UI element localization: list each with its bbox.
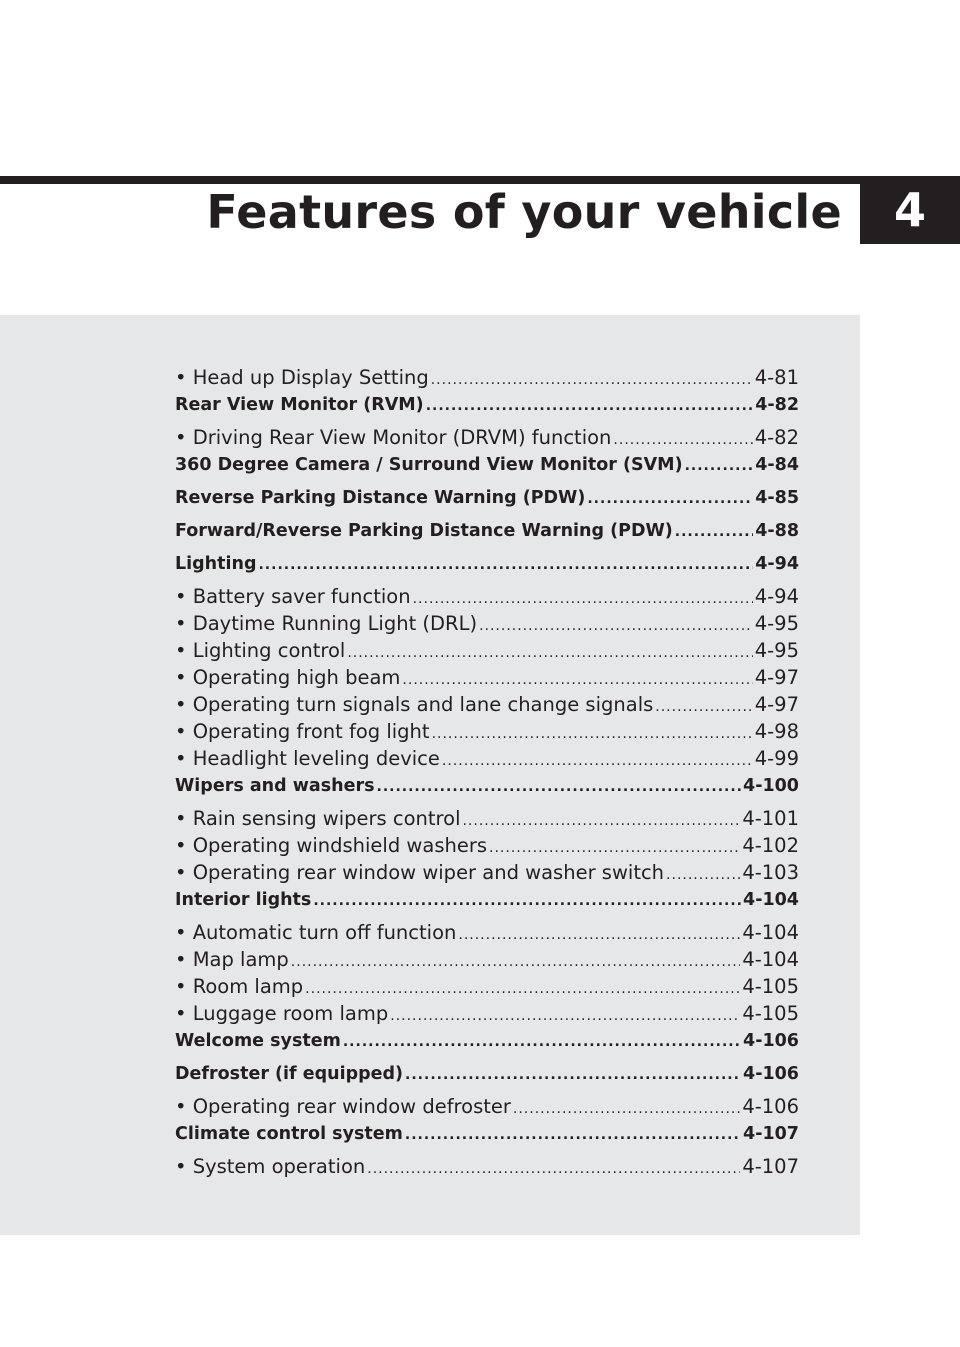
toc-entry-page: 4-82 (755, 395, 799, 415)
toc-entry-page: 4-82 (754, 426, 799, 449)
toc-entry-label: • Room lamp (175, 975, 304, 998)
toc-entry-page: 4-98 (754, 720, 799, 743)
toc-entry[interactable] (175, 859, 799, 886)
toc-entry[interactable] (175, 832, 799, 859)
toc-entry-page: 4-97 (754, 693, 799, 716)
toc-entry[interactable] (175, 424, 799, 451)
toc-entry-page: 4-106 (742, 1095, 799, 1118)
toc-entry-page: 4-105 (742, 975, 799, 998)
toc-entry-label: • Driving Rear View Monitor (DRVM) function (175, 426, 612, 449)
table-of-contents (175, 364, 799, 1180)
toc-entry-page: 4-104 (743, 890, 799, 910)
toc-entry[interactable] (175, 805, 799, 832)
toc-entry-page: 4-106 (743, 1031, 799, 1051)
toc-entry[interactable] (175, 610, 799, 637)
toc-entry[interactable] (175, 1153, 799, 1180)
toc-entry-label: • Operating rear window defroster (175, 1095, 511, 1118)
toc-entry-page: 4-94 (755, 554, 799, 574)
toc-entry[interactable] (175, 1000, 799, 1027)
toc-entry[interactable] (175, 1120, 799, 1148)
toc-entry-page: 4-100 (743, 776, 799, 796)
toc-entry-label: • Operating windshield washers (175, 834, 488, 857)
toc-entry[interactable] (175, 718, 799, 745)
toc-entry[interactable] (175, 550, 799, 578)
toc-entry[interactable] (175, 1027, 799, 1055)
toc-entry[interactable] (175, 772, 799, 800)
toc-entry-page: 4-88 (755, 521, 799, 541)
toc-entry-page: 4-103 (742, 861, 799, 884)
toc-entry-label: • Operating high beam (175, 666, 401, 689)
toc-entry-label: Wipers and washers (175, 776, 375, 796)
toc-entry[interactable] (175, 886, 799, 914)
toc-entry[interactable] (175, 1060, 799, 1088)
toc-entry[interactable] (175, 664, 799, 691)
toc-entry-label: • Battery saver function (175, 585, 411, 608)
toc-entry-label: Climate control system (175, 1124, 403, 1144)
toc-entry-label: • Operating turn signals and lane change signals (175, 693, 654, 716)
toc-entry[interactable] (175, 637, 799, 664)
toc-entry-page: 4-94 (754, 585, 799, 608)
toc-entry[interactable] (175, 391, 799, 419)
toc-entry-page: 4-104 (742, 921, 799, 944)
toc-entry-label: • Luggage room lamp (175, 1002, 389, 1025)
toc-entry-label: • Daytime Running Light (DRL) (175, 612, 478, 635)
toc-entry-page: 4-106 (743, 1064, 799, 1084)
toc-entry-page: 4-107 (743, 1124, 799, 1144)
toc-entry-label: Defroster (if equipped) (175, 1064, 404, 1084)
toc-entry-label: • Headlight leveling device (175, 747, 440, 770)
toc-entry-page: 4-99 (754, 747, 799, 770)
toc-entry-page: 4-104 (742, 948, 799, 971)
toc-entry-label: Interior lights (175, 890, 312, 910)
toc-entry-label: Reverse Parking Distance Warning (PDW) (175, 488, 586, 508)
toc-entry-page: 4-107 (742, 1155, 799, 1178)
toc-entry[interactable] (175, 583, 799, 610)
toc-entry[interactable] (175, 451, 799, 479)
toc-entry-page: 4-102 (742, 834, 799, 857)
toc-entry[interactable] (175, 946, 799, 973)
toc-entry[interactable] (175, 691, 799, 718)
toc-entry-label: • Operating rear window wiper and washer switch (175, 861, 665, 884)
toc-entry-label: Lighting (175, 554, 257, 574)
toc-entry[interactable] (175, 484, 799, 512)
toc-entry[interactable] (175, 364, 799, 391)
toc-entry-label: • Rain sensing wipers control (175, 807, 461, 830)
toc-entry-label: • System operation (175, 1155, 366, 1178)
toc-entry-page: 4-95 (754, 612, 799, 635)
toc-entry[interactable] (175, 517, 799, 545)
toc-entry[interactable] (175, 919, 799, 946)
chapter-number-tab: 4 (860, 176, 960, 244)
toc-entry-label: 360 Degree Camera / Surround View Monitor (SVM) (175, 455, 683, 475)
chapter-title: Features of your vehicle (206, 185, 842, 239)
toc-entry-page: 4-101 (742, 807, 799, 830)
toc-entry-page: 4-97 (754, 666, 799, 689)
toc-entry-label: • Lighting control (175, 639, 346, 662)
toc-entry-page: 4-105 (742, 1002, 799, 1025)
toc-entry-label: • Head up Display Setting (175, 366, 429, 389)
toc-entry-label: • Automatic turn off function (175, 921, 457, 944)
toc-entry-label: Rear View Monitor (RVM) (175, 395, 424, 415)
toc-entry-page: 4-85 (755, 488, 799, 508)
toc-entry-page: 4-84 (755, 455, 799, 475)
toc-entry[interactable] (175, 745, 799, 772)
toc-entry-label: Forward/Reverse Parking Distance Warning (PDW) (175, 521, 673, 541)
toc-entry-label: • Map lamp (175, 948, 289, 971)
toc-entry-page: 4-81 (754, 366, 799, 389)
toc-entry-page: 4-95 (754, 639, 799, 662)
toc-entry[interactable] (175, 1093, 799, 1120)
toc-entry[interactable] (175, 973, 799, 1000)
toc-entry-label: • Operating front fog light (175, 720, 430, 743)
toc-entry-label: Welcome system (175, 1031, 341, 1051)
